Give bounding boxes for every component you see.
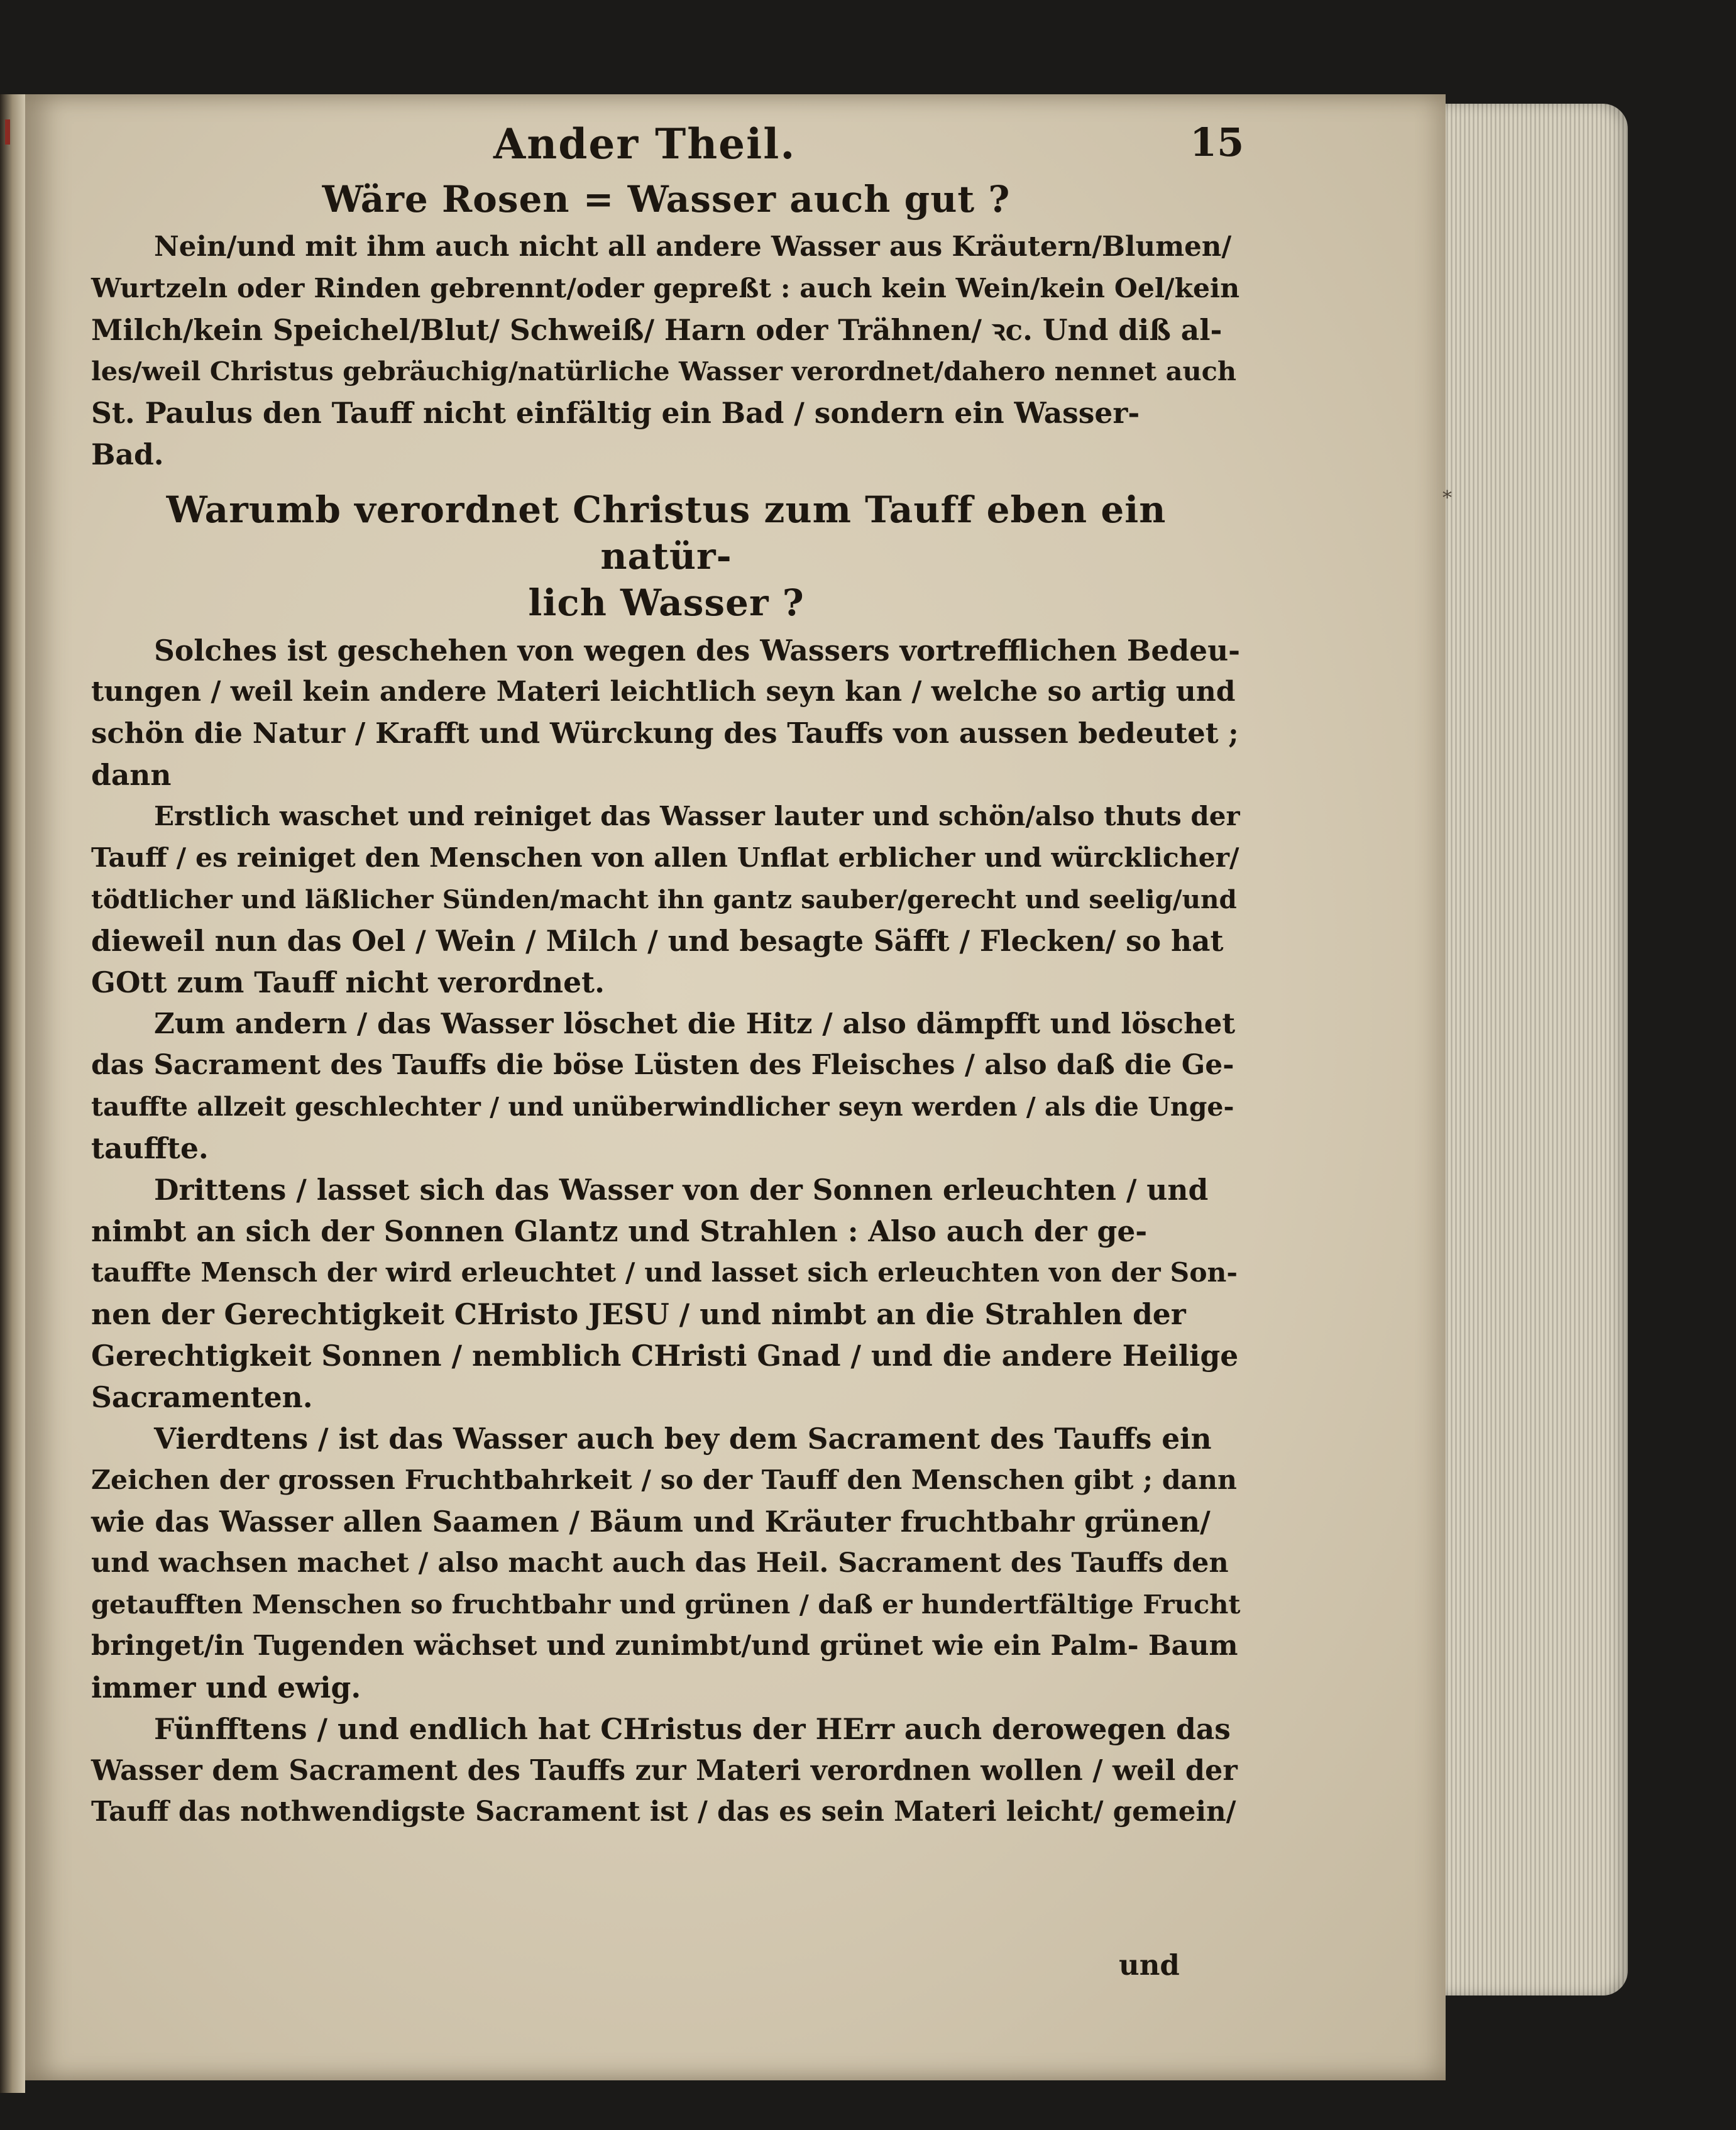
text-line: tauffte Mensch der wird erleuchtet / und lasset sich erleuchten von der Son-	[91, 1257, 1238, 1288]
text-line: tauffte allzeit geschlechter / und unüberwindlicher seyn werden / als die Unge-	[91, 1092, 1234, 1122]
text-line: Vierdtens / ist das Wasser auch bey dem Sacrament des Tauffs ein	[154, 1422, 1212, 1456]
text-line: Nein/und mit ihm auch nicht all andere Wasser aus Kräutern/Blumen/	[154, 231, 1232, 263]
text-line: und wachsen machet / also macht auch das Heil. Sacrament des Tauffs den	[91, 1547, 1229, 1579]
paragraph	[91, 1708, 1241, 1833]
text-line: dieweil nun das Oel / Wein / Milch / und besagte Säfft / Flecken/ so hat	[91, 924, 1224, 958]
running-head	[91, 107, 1244, 176]
red-page-edge	[5, 119, 10, 145]
text-line: tungen / weil kein andere Materi leichtlich seyn kan / welche so artig und	[91, 676, 1236, 708]
section-question	[91, 486, 1241, 626]
text-line: tödtlicher und läßlicher Sünden/macht ihn gantz sauber/gerecht und seelig/und	[91, 884, 1237, 914]
page-block-edges	[1439, 104, 1628, 1996]
question-line: Warumb verordnet Christus zum Tauff eben ein natür-	[166, 488, 1167, 578]
body-text	[91, 176, 1241, 1833]
text-line: Bad.	[91, 437, 164, 471]
catchword: und	[1119, 1948, 1180, 1982]
section-question	[91, 176, 1241, 222]
text-line: Erstlich waschet und reiniget das Wasser lauter und schön/also thuts der	[154, 801, 1240, 832]
text-line: Zum andern / das Wasser löschet die Hitz / also dämpfft und löschet	[154, 1007, 1236, 1040]
text-line: das Sacrament des Tauffs die böse Lüsten des Fleisches / also daß die Ge-	[91, 1049, 1234, 1081]
text-line: bringet/in Tugenden wächset und zunimbt/und grünet wie ein Palm- Baum	[91, 1630, 1238, 1662]
page-number: 15	[1190, 119, 1244, 165]
text-line: nen der Gerechtigkeit CHristo JESU / und nimbt an die Strahlen der	[91, 1297, 1186, 1331]
text-line: tauffte.	[91, 1131, 209, 1165]
text-line: Zeichen der grossen Fruchtbahrkeit / so der Tauff den Menschen gibt ; dann	[91, 1464, 1237, 1496]
running-title: Ander Theil.	[493, 119, 796, 168]
text-line: nimbt an sich der Sonnen Glantz und Strahlen : Also auch der ge-	[91, 1214, 1148, 1248]
text-line: dann	[91, 758, 172, 792]
text-line: Wurtzeln oder Rinden gebrennt/oder gepreßt : auch kein Wein/kein Oel/kein	[91, 273, 1240, 304]
text-line: Wasser dem Sacrament des Tauffs zur Materi verordnen wollen / weil der	[91, 1754, 1238, 1787]
paragraph	[91, 1418, 1241, 1708]
text-line: schön die Natur / Krafft und Würckung des Tauffs von aussen bedeutet ;	[91, 716, 1239, 750]
margin-mark: *	[1442, 487, 1452, 509]
text-line: Sacramenten.	[91, 1380, 313, 1414]
question-line: lich Wasser ?	[528, 581, 805, 624]
paragraph	[91, 1003, 1241, 1169]
text-line: Drittens / lasset sich das Wasser von der Sonnen erleuchten / und	[154, 1173, 1209, 1207]
text-line: les/weil Christus gebräuchig/natürliche Wasser verordnet/dahero nennet auch	[91, 356, 1237, 387]
text-line: St. Paulus den Tauff nicht einfältig ein Bad / sondern ein Wasser-	[91, 396, 1140, 430]
text-line: Milch/kein Speichel/Blut/ Schweiß/ Harn oder Trähnen/ ꝛc. Und diß al-	[91, 313, 1222, 347]
text-line: wie das Wasser allen Saamen / Bäum und Kräuter fruchtbahr grünen/	[91, 1505, 1211, 1539]
text-line: getaufften Menschen so fruchtbahr und grünen / daß er hundertfältige Frucht	[91, 1589, 1241, 1620]
paragraph	[91, 1169, 1241, 1418]
text-line: Fünfftens / und endlich hat CHristus der HErr auch derowegen das	[154, 1712, 1231, 1746]
page-content	[91, 107, 1244, 1833]
text-line: Solches ist geschehen von wegen des Wassers vortrefflichen Bedeu-	[154, 634, 1241, 667]
text-line: immer und ewig.	[91, 1671, 361, 1705]
text-line: GOtt zum Tauff nicht verordnet.	[91, 965, 605, 999]
paragraph	[91, 226, 1241, 475]
paragraph	[91, 630, 1241, 796]
facing-page-edge	[0, 94, 25, 2093]
paragraph	[91, 796, 1241, 1003]
text-line: Tauff / es reiniget den Menschen von allen Unflat erblicher und würcklicher/	[91, 842, 1239, 874]
question-line: Wäre Rosen = Wasser auch gut ?	[322, 178, 1011, 221]
text-line: Tauff das nothwendigste Sacrament ist / das es sein Materi leicht/ gemein/	[91, 1796, 1236, 1828]
text-line: Gerechtigkeit Sonnen / nemblich CHristi Gnad / und die andere Heilige	[91, 1339, 1239, 1373]
